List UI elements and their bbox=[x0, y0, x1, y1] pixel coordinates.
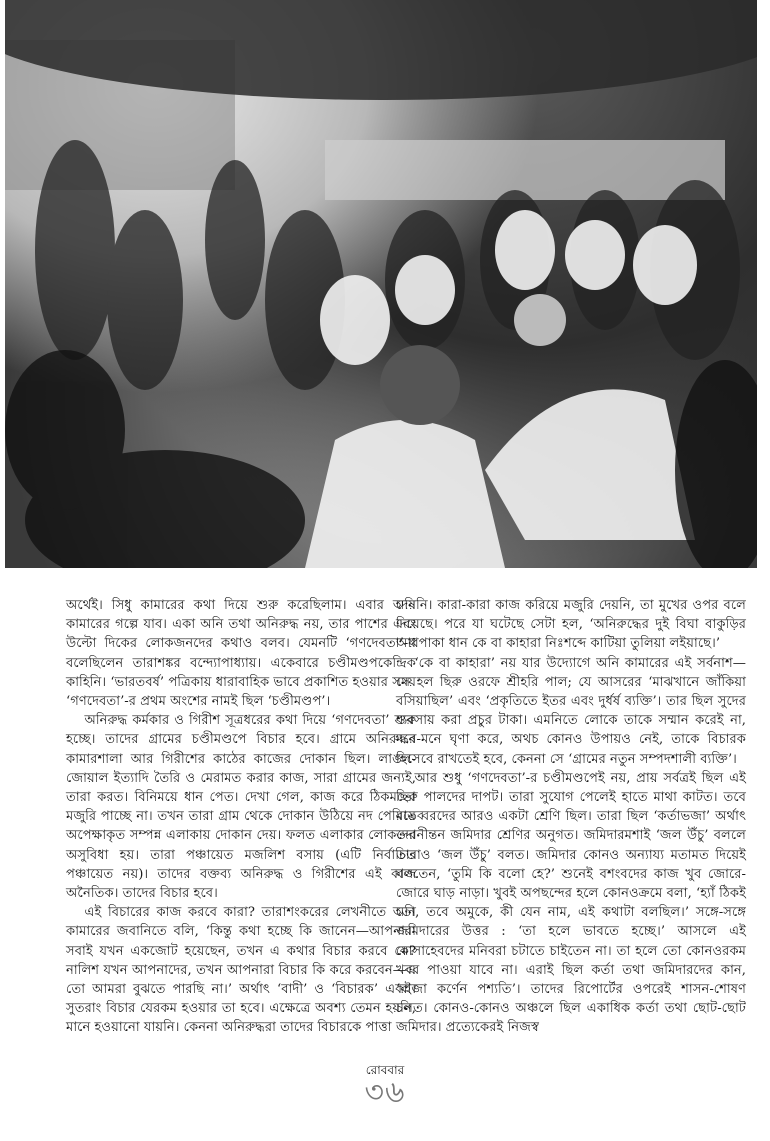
article-paragraph: ‘কে বা কাহারা’ নয় যার উদ্যোগে অনি কামারের এই সর্বনাশ—সে হল ছিরু ওরফে শ্রীহরি পাল; যে আসরের ‘মাঝখানে জাঁকিয়া বসিয়াছিল’ এবং ‘প্রকৃতিতে ইতর এবং দুর্ধর্ষ ব্যক্তি’। তার ছিল সুদের ব্যবসায় করা প্রচুর টাকা। এমনিতে লোকে তাকে সম্মান করেই না, মনে-মনে ঘৃণা করে, অথচ কোনও উপায়ও নেই, তাকে বিচারক হিসেবে রাখতেই হবে, কেননা সে ‘গ্রামের নতুন সম্পদশালী ব্যক্তি’। bbox=[396, 655, 746, 767]
article-paragraph: এই বিচারের কাজ করবে কারা? তারাশংকরের লেখনীতে অনি কামারের জবানিতে বলি, ‘কিন্তু কথা হচ্ছে কি জানেন—আপনারা সবাই যখন একজোট হয়েছেন, তখন এ কথার বিচার করবে কে? নালিশ যখন আপনাদের, তখন আপনারা বিচার কি করে করবেন—এ তো আমরা বুঝতে পারছি না।’ অর্থাৎ ‘বাদী’ ও ‘বিচারক’ একই। সুতরাং বিচার যেরকম হওয়ার তা হবে। এক্ষেত্রে অবশ্য তেমন হয়নি, মানে হওয়ানো যায়নি। কেননা অনিরুদ্ধরা তাদের বিচারকে পাত্তা bbox=[66, 905, 416, 1036]
village-gathering-photo bbox=[5, 0, 757, 568]
article-paragraph: আর শুধু ‘গণদেবতা’-র চণ্ডীমণ্ডপেই নয়, প্রায় সর্বত্রই ছিল এই ছিরু পালদের দাপট। তারা সুযোগ পেলেই হাতে মাথা কাটত। তবে মাতব্বরদের আরও একটা শ্রেণি ছিল। তারা ছিল ‘কর্তাভজা’ অর্থাৎ তদানীন্তন জমিদার শ্রেণির অনুগত। জমিদারমশাই ‘জল উঁচু’ বললে তারাও ‘জল উঁচু’ বলত। জমিদার কোনও অন্যায্য মতামত দিয়েই বলতেন, ‘তুমি কি বলো হে?’ শুনেই বশংবদের কাজ খুব জোরে-জোরে ঘাড় নাড়া। খুবই অপছন্দের হলে কোনওক্রমে বলা, ‘হ্যাঁ ঠিকই তো, তবে অমুকে, কী যেন নাম, এই কথাটা বলছিল।’ সঙ্গে-সঙ্গে জমিদারের উত্তর : ‘তা হলে ভাবতে হচ্ছে।’ আসলে এই মোসাহেবদের মনিবরা চটাতে চাইতেন না। তা হলে তো কোনওরকম খবর পাওয়া যাবে না। এরাই ছিল কর্তা তথা জমিদারদের কান, ‘রাজা কর্ণেন পশ্যতি’। তাদের রিপোর্টের ওপরেই শাসন-শোষণ চলত। কোনও-কোনও অঞ্চলে ছিল একাধিক কর্তা তথা ছোট-ছোট জমিদার। প্রত্যেকেরই নিজস্ব bbox=[396, 770, 746, 1036]
article-paragraph: দেয়নি। কারা-কারা কাজ করিয়ে মজুরি দেয়নি, তা মুখের ওপর বলে দিয়েছে। পরে যা ঘটেছে সেটা হল, ‘অনিরুদ্ধের দুই বিঘা বাকুড়ির আধপাকা ধান কে বা কাহারা নিঃশব্দে কাটিয়া তুলিয়া লইয়াছে।’ bbox=[396, 598, 746, 652]
article-left-column bbox=[66, 596, 416, 1038]
article-paragraph: অনিরুদ্ধ কর্মকার ও গিরীশ সূত্রধরের কথা দিয়ে ‘গণদেবতা’ শুরু হচ্ছে। তাদের গ্রামের চণ্ডীমণ্ডপে বিচার হবে। গ্রামে অনিরুদ্ধর কামারশালা আর গিরীশের কাঠের কাজের দোকান ছিল। লাঙল-জোয়াল ইত্যাদি তৈরি ও মেরামত করার কাজ, সারা গ্রামের জন্যই, তারা করত। বিনিময়ে ধান পেত। দেখা গেল, কাজ করে ঠিকমতো মজুরি পাচ্ছে না। তখন তারা গ্রাম থেকে দোকান উঠিয়ে নদ পেরিয়ে অপেক্ষাকৃত সম্পন্ন এলাকায় দোকান দেয়। ফলত এলাকার লোকদের অসুবিধা হয়। তারা পঞ্চায়েত মজলিশ বসায় (এটি নির্বাচিত পঞ্চায়েত নয়)। তাদের বক্তব্য অনিরুদ্ধ ও গিরীশের এই কাজ অনৈতিক। তাদের বিচার হবে। bbox=[66, 713, 416, 902]
photo-shapes bbox=[5, 0, 757, 568]
magazine-name: রোববার bbox=[365, 1063, 405, 1077]
article-paragraph: অর্থেই। সিধু কামারের কথা দিয়ে শুরু করেছিলাম। এবার অনি কামারের গল্পে যাব। একা অনি তথা অনিরুদ্ধ নয়, তার পাশের এবং উল্টো দিকের লোকজনদের কথাও বলব। যেমনটি ‘গণদেবতা’-য় বলেছিলেন তারাশঙ্কর বন্দ্যোপাধ্যায়। একেবারে চণ্ডীমণ্ডপকেন্দ্রিক কাহিনি। ‘ভারতবর্ষ’ পত্রিকায় ধারাবাহিক ভাবে প্রকাশিত হওয়ার সময় ‘গণদেবতা’-র প্রথম অংশের নামই ছিল ‘চণ্ডীমণ্ডপ’। bbox=[66, 598, 416, 710]
article-right-column bbox=[396, 596, 746, 1038]
page-number: ৩৬ bbox=[364, 1075, 406, 1110]
